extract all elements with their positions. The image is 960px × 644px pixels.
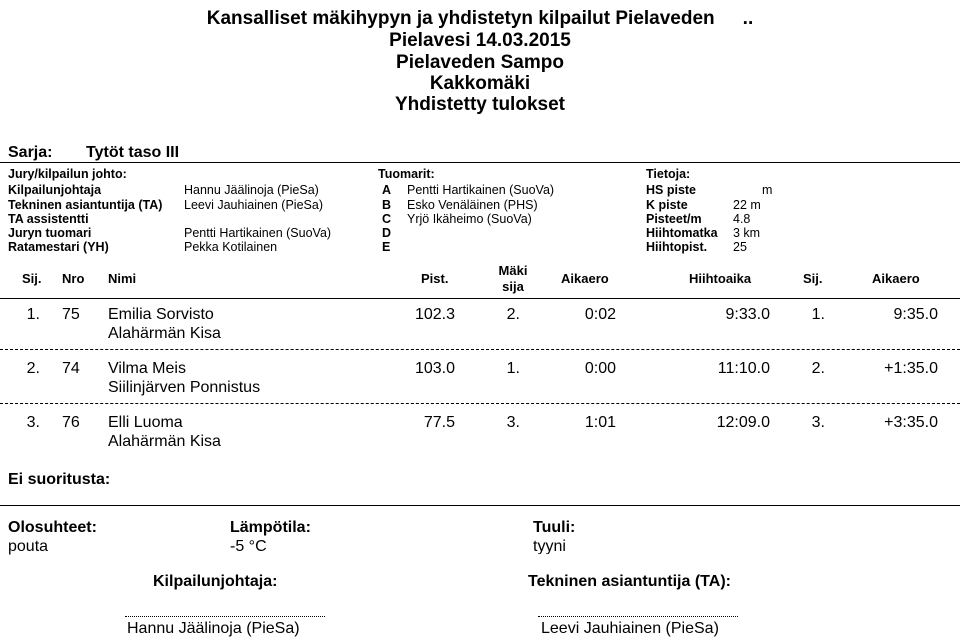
col-points: Pist. (421, 271, 449, 286)
judge-letter: D (382, 226, 392, 240)
td-name: Leevi Jauhiainen (PieSa) (541, 620, 719, 637)
jury-role: Tekninen asiantuntija (TA) (8, 198, 163, 212)
cell-name: Emilia Sorvisto (108, 306, 214, 323)
event-title-text: Kansalliset mäkihypyn ja yhdistetyn kilpailut Pielaveden (206, 8, 715, 29)
cell-ski-time: 11:10.0 (717, 360, 770, 377)
event-title (0, 8, 960, 30)
judge-name: Esko Venäläinen (PHS) (407, 198, 538, 212)
cell-jump-rank: 2. (506, 306, 520, 323)
director-name: Hannu Jäälinoja (PieSa) (127, 620, 300, 637)
col-ski-time: Hiihtoaika (689, 271, 752, 286)
divider (0, 162, 960, 163)
series-value: Tytöt taso III (86, 144, 180, 161)
jury-name: Hannu Jäälinoja (PieSa) (184, 183, 319, 197)
info-value: m (762, 183, 773, 197)
col-jump-rank-1: Mäki (498, 263, 528, 278)
weather-label: Olosuhteet: (8, 519, 97, 536)
cell-final-rank: 1. (811, 306, 825, 323)
cell-club: Siilinjärven Ponnistus (108, 379, 261, 396)
cell-ski-time: 12:09.0 (716, 414, 770, 431)
divider (0, 505, 960, 506)
organizer: Pielaveden Sampo (396, 52, 564, 73)
col-bib: Nro (62, 271, 85, 286)
judge-name: Yrjö Ikäheimo (SuoVa) (407, 212, 532, 226)
cell-points: 102.3 (414, 306, 455, 323)
info-label: Hiihtopist. (646, 240, 708, 254)
info-value: 4.8 (733, 212, 751, 226)
info-label: Pisteet/m (646, 212, 702, 226)
info-label: Hiihtomatka (646, 226, 718, 240)
td-signature-label: Tekninen asiantuntija (TA): (528, 573, 731, 590)
cell-gap: 0:00 (584, 360, 616, 377)
cell-points: 103.0 (414, 360, 455, 377)
cell-jump-rank: 1. (506, 360, 520, 377)
info-value: 22 m (733, 198, 761, 212)
temperature-label: Lämpötila: (230, 519, 311, 536)
judge-letter: E (382, 240, 391, 254)
jury-name: Pentti Hartikainen (SuoVa) (184, 226, 332, 240)
col-final-rank: Sij. (803, 271, 823, 286)
info-label: K piste (646, 198, 688, 212)
col-rank: Sij. (22, 271, 42, 286)
col-name: Nimi (108, 271, 137, 286)
cell-final-gap: +3:35.0 (884, 414, 938, 431)
director-signature-line (125, 616, 325, 617)
cell-ski-time: 9:33.0 (725, 306, 770, 323)
jury-role: Ratamestari (YH) (8, 240, 109, 254)
judge-letter: C (382, 212, 392, 226)
col-jump-rank-2: sija (502, 279, 524, 294)
cell-gap: 1:01 (584, 414, 616, 431)
judge-letter: B (382, 198, 392, 212)
results-title: Yhdistetty tulokset (395, 94, 565, 114)
jury-role: TA assistentti (8, 212, 89, 226)
venue: Kakkomäki (429, 73, 531, 94)
event-title-suffix: .. (742, 8, 754, 29)
judges-heading: Tuomarit: (378, 167, 435, 181)
cell-final-rank: 2. (811, 360, 825, 377)
cell-rank: 3. (26, 414, 40, 431)
judge-letter: A (382, 183, 392, 197)
info-value: 25 (733, 240, 747, 254)
temperature-value: -5 °C (230, 538, 267, 555)
cell-club: Alahärmän Kisa (108, 433, 221, 450)
row-separator (0, 349, 960, 350)
wind-label: Tuuli: (533, 519, 576, 536)
info-label: HS piste (646, 183, 697, 197)
no-performance-label: Ei suoritusta: (8, 471, 111, 488)
divider (0, 298, 960, 299)
event-location-date: Pielavesi 14.03.2015 (389, 30, 571, 51)
col-gap: Aikaero (561, 271, 609, 286)
jury-heading: Jury/kilpailun johto: (8, 167, 127, 181)
weather-value: pouta (8, 538, 49, 555)
cell-final-rank: 3. (811, 414, 825, 431)
cell-final-gap: 9:35.0 (893, 306, 938, 323)
cell-club: Alahärmän Kisa (108, 325, 221, 342)
cell-gap: 0:02 (584, 306, 616, 323)
info-value: 3 km (733, 226, 761, 240)
cell-bib: 75 (62, 306, 80, 323)
row-separator (0, 403, 960, 404)
info-heading: Tietoja: (646, 167, 691, 181)
series-label: Sarja: (8, 144, 53, 161)
cell-rank: 2. (26, 360, 40, 377)
cell-bib: 74 (62, 360, 80, 377)
td-signature-line (538, 616, 738, 617)
jury-name: Pekka Kotilainen (184, 240, 278, 254)
cell-rank: 1. (26, 306, 40, 323)
jury-role: Kilpailunjohtaja (8, 183, 102, 197)
col-final-gap: Aikaero (872, 271, 920, 286)
cell-jump-rank: 3. (506, 414, 520, 431)
wind-value: tyyni (533, 538, 566, 554)
director-signature-label: Kilpailunjohtaja: (153, 573, 278, 590)
jury-role: Juryn tuomari (8, 226, 92, 240)
cell-bib: 76 (62, 414, 80, 431)
cell-name: Elli Luoma (108, 414, 183, 431)
judge-name: Pentti Hartikainen (SuoVa) (407, 183, 555, 197)
cell-final-gap: +1:35.0 (884, 360, 938, 377)
cell-name: Vilma Meis (108, 360, 186, 377)
jury-name: Leevi Jauhiainen (PieSa) (184, 198, 323, 212)
cell-points: 77.5 (423, 414, 455, 431)
